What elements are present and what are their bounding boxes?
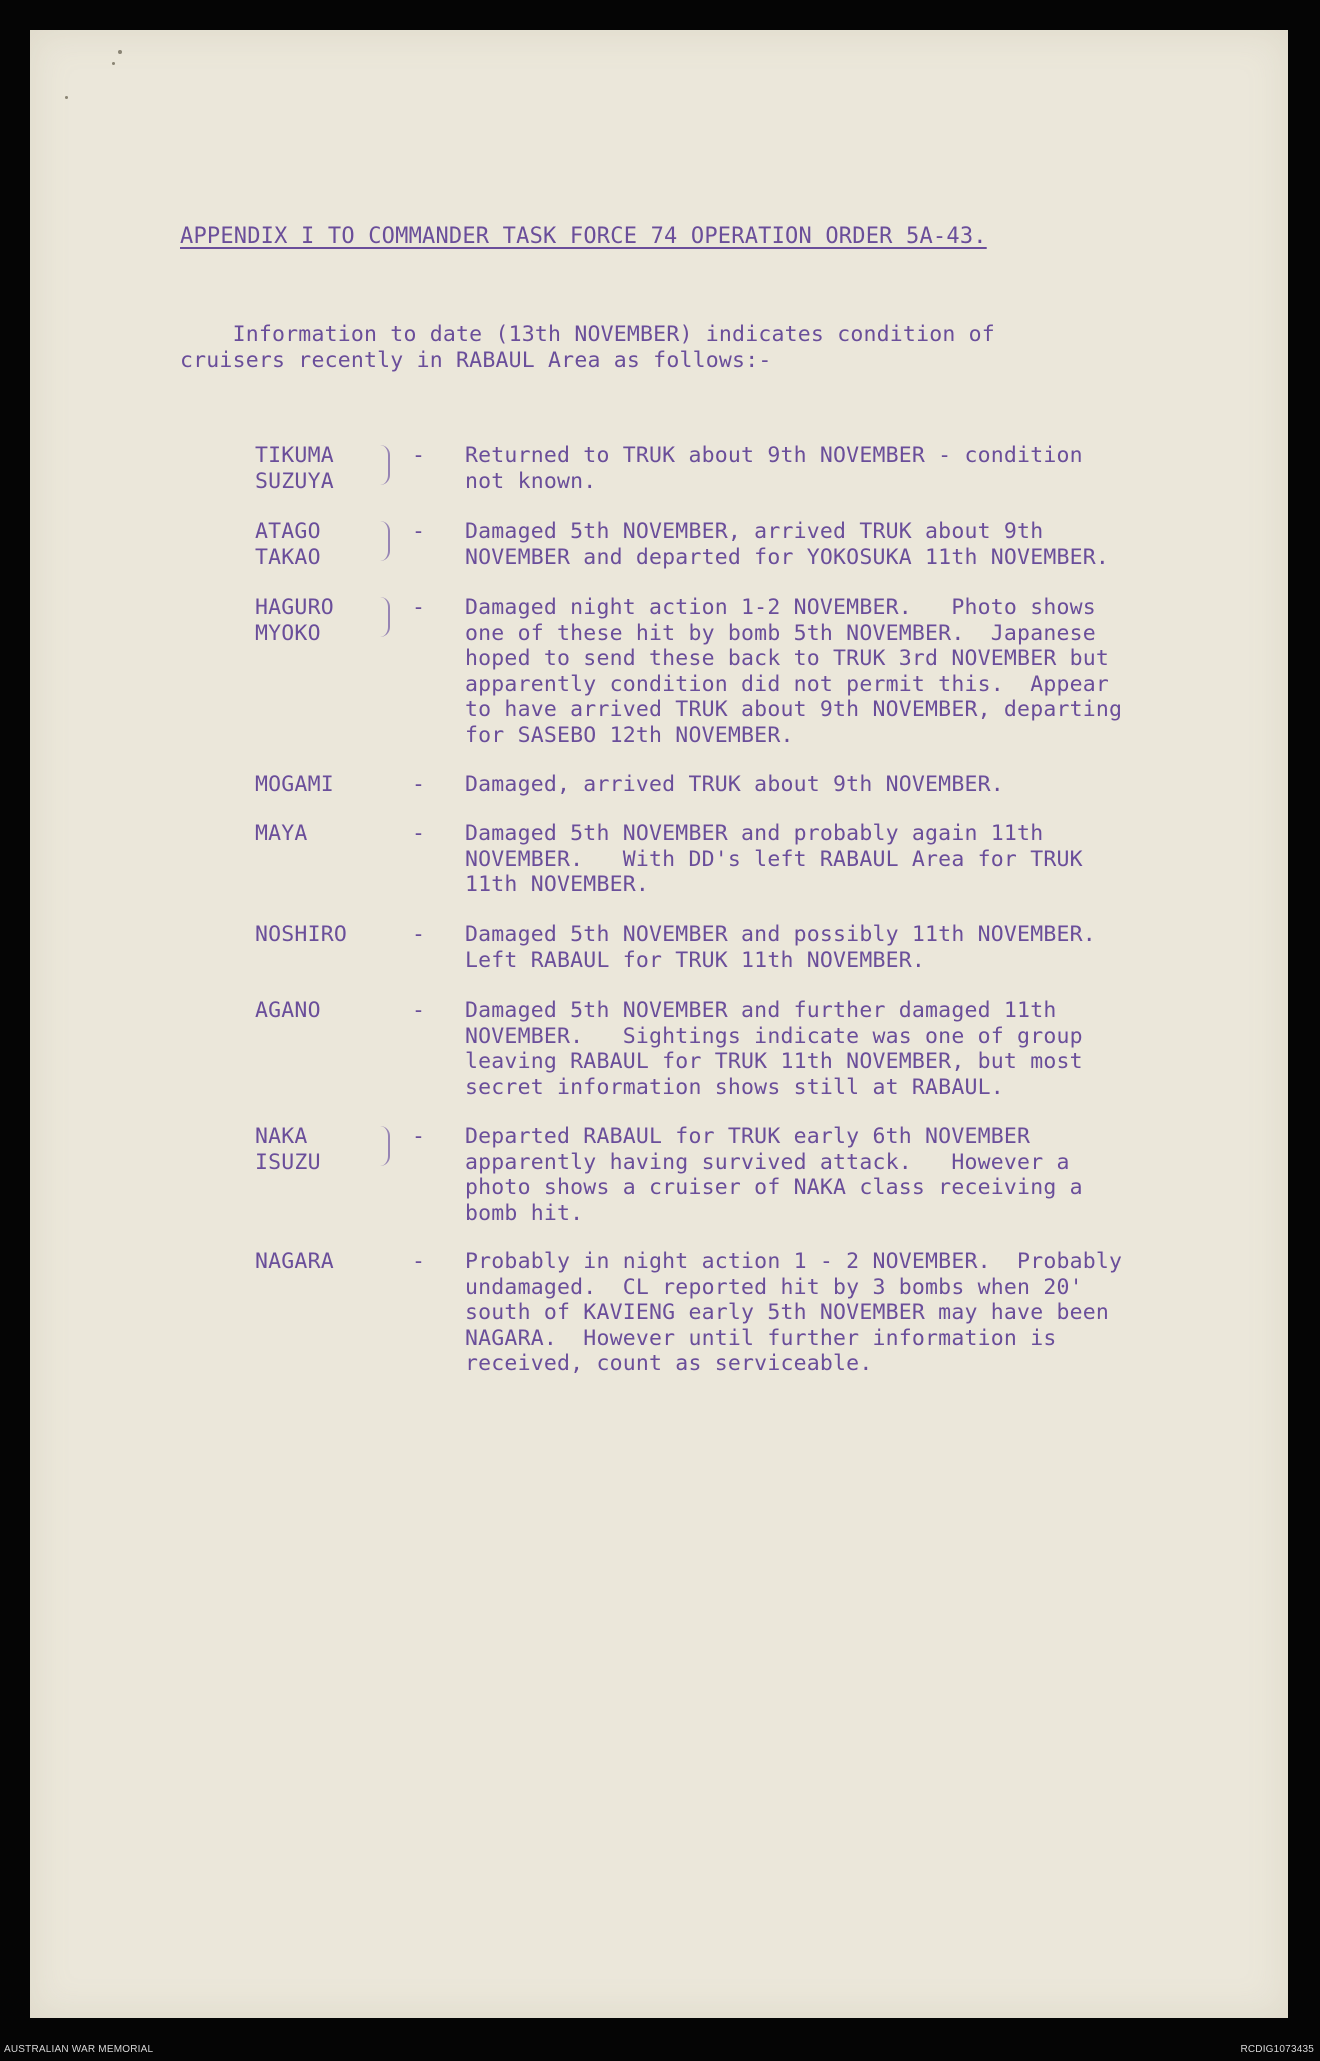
cruiser-names: MOGAMI bbox=[255, 772, 334, 797]
entry-dash: - bbox=[412, 519, 426, 544]
entry-dash: - bbox=[412, 998, 426, 1023]
brace-mark bbox=[380, 445, 390, 485]
cruiser-status: Damaged 5th NOVEMBER and further damaged 11th NOVEMBER. Sightings indicate was one of group leaving RABAUL for TRUK 11th NOVEMBER, but most secret information shows still at RABAUL. bbox=[465, 998, 1083, 1100]
paper-speck bbox=[118, 50, 122, 54]
cruiser-names: NAGARA bbox=[255, 1249, 334, 1274]
brace-mark bbox=[380, 521, 390, 561]
cruiser-names: TIKUMA SUZUYA bbox=[255, 443, 334, 494]
cruiser-names: MAYA bbox=[255, 821, 308, 846]
paper-speck bbox=[65, 96, 68, 99]
entry-dash: - bbox=[412, 443, 426, 468]
archive-reference-id: RCDIG1073435 bbox=[1240, 2044, 1314, 2055]
cruiser-status: Damaged night action 1-2 NOVEMBER. Photo shows one of these hit by bomb 5th NOVEMBER. Japanese hoped to send these back to TRUK 3rd NOVEMBER but apparently condition did not permit this. Appear to have arrived TRUK about 9th NOVEMBER, departing for SASEBO 12th NOVEMBER. bbox=[465, 595, 1123, 748]
cruiser-status: Returned to TRUK about 9th NOVEMBER - condition not known. bbox=[465, 443, 1083, 494]
cruiser-status: Damaged 5th NOVEMBER and probably again 11th NOVEMBER. With DD's left RABAUL Area for TRUK 11th NOVEMBER. bbox=[465, 821, 1083, 897]
cruiser-status: Departed RABAUL for TRUK early 6th NOVEMBER apparently having survived attack. However a photo shows a cruiser of NAKA class receiving a bomb hit. bbox=[465, 1124, 1083, 1226]
cruiser-status: Probably in night action 1 - 2 NOVEMBER. Probably undamaged. CL reported hit by 3 bombs when 20' south of KAVIENG early 5th NOVEMBER may have been NAGARA. However until further information is received, count as serviceable. bbox=[465, 1249, 1123, 1376]
cruiser-names: AGANO bbox=[255, 998, 321, 1023]
entry-dash: - bbox=[412, 595, 426, 620]
archive-credit: AUSTRALIAN WAR MEMORIAL bbox=[4, 2044, 154, 2055]
cruiser-status: Damaged, arrived TRUK about 9th NOVEMBER. bbox=[465, 772, 1004, 797]
intro-paragraph: Information to date (13th NOVEMBER) indicates condition of cruisers recently in RABAUL Area as follows:- bbox=[180, 322, 995, 373]
cruiser-status: Damaged 5th NOVEMBER and possibly 11th NOVEMBER. Left RABAUL for TRUK 11th NOVEMBER. bbox=[465, 922, 1096, 973]
paper-speck bbox=[112, 62, 115, 65]
brace-mark bbox=[380, 1126, 390, 1166]
cruiser-status: Damaged 5th NOVEMBER, arrived TRUK about 9th NOVEMBER and departed for YOKOSUKA 11th NOVEMBER. bbox=[465, 519, 1110, 570]
cruiser-names: NOSHIRO bbox=[255, 922, 348, 947]
entry-dash: - bbox=[412, 821, 426, 846]
cruiser-names: NAKA ISUZU bbox=[255, 1124, 321, 1175]
cruiser-names: HAGURO MYOKO bbox=[255, 595, 334, 646]
brace-mark bbox=[380, 597, 390, 637]
cruiser-names: ATAGO TAKAO bbox=[255, 519, 321, 570]
entry-dash: - bbox=[412, 772, 426, 797]
document-title: APPENDIX I TO COMMANDER TASK FORCE 74 OPERATION ORDER 5A-43. bbox=[180, 224, 987, 249]
document-page bbox=[30, 30, 1288, 2018]
entry-dash: - bbox=[412, 922, 426, 947]
entry-dash: - bbox=[412, 1124, 426, 1149]
entry-dash: - bbox=[412, 1249, 426, 1274]
